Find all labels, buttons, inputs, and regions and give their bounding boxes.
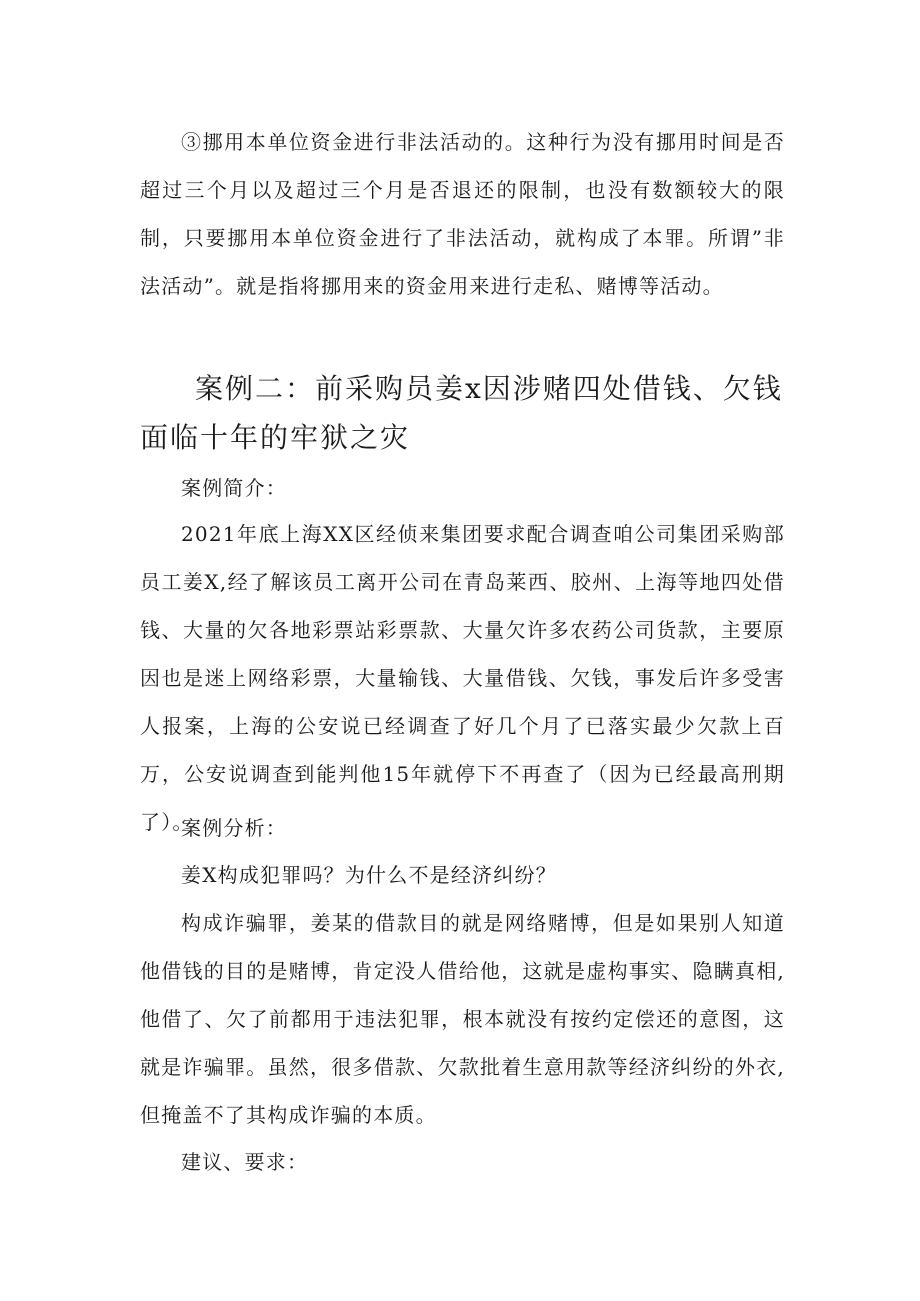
suggestion-label: 建议、要求： — [181, 1150, 309, 1174]
case-intro-paragraph: 2021年底上海XX区经侦来集团要求配合调查咱公司集团采购部员工姜X,经了解该员工离开公司在青岛莱西、胶州、上海等地四处借钱、大量的欠各地彩票站彩票款、大量欠许多农药公司货款，主要原因也是迷上网络彩票，大量输钱、大量借钱、欠钱，事发后许多受害人报案，上海的公安说已经调查了好几个月了已落实最少欠款上百万，公安说调查到能判他15年就停下不再查了（因为已经最高刑期了）。 — [140, 522, 785, 834]
case-two-heading: 案例二：前采购员姜x因涉赌四处借钱、欠钱面临十年的牢狱之灾 — [140, 372, 783, 454]
case-intro-label: 案例简介： — [181, 476, 287, 500]
case-analysis-question: 姜X构成犯罪吗？为什么不是经济纠纷？ — [181, 863, 557, 887]
case-analysis-paragraph: 构成诈骗罪，姜某的借款目的就是网络赌博，但是如果别人知道他借钱的目的是赌博，肯定没人借给他，这就是虚构事实、隐瞒真相,他借了、欠了前都用于违法犯罪，根本就没有按约定偿还的意图，这就是诈骗罪。虽然，很多借款、欠款批着生意用款等经济纠纷的外衣,但掩盖不了其构成诈骗的本质。 — [140, 911, 785, 1127]
paragraph-embezzlement-illegal-activity: ③挪用本单位资金进行非法活动的。这种行为没有挪用时间是否超过三个月以及超过三个月是否退还的限制，也没有数额较大的限制，只要挪用本单位资金进行了非法活动，就构成了本罪。所谓”非法活动”。就是指将挪用来的资金用来进行走私、赌博等活动。 — [140, 130, 785, 298]
case-analysis-label: 案例分析： — [181, 816, 287, 840]
